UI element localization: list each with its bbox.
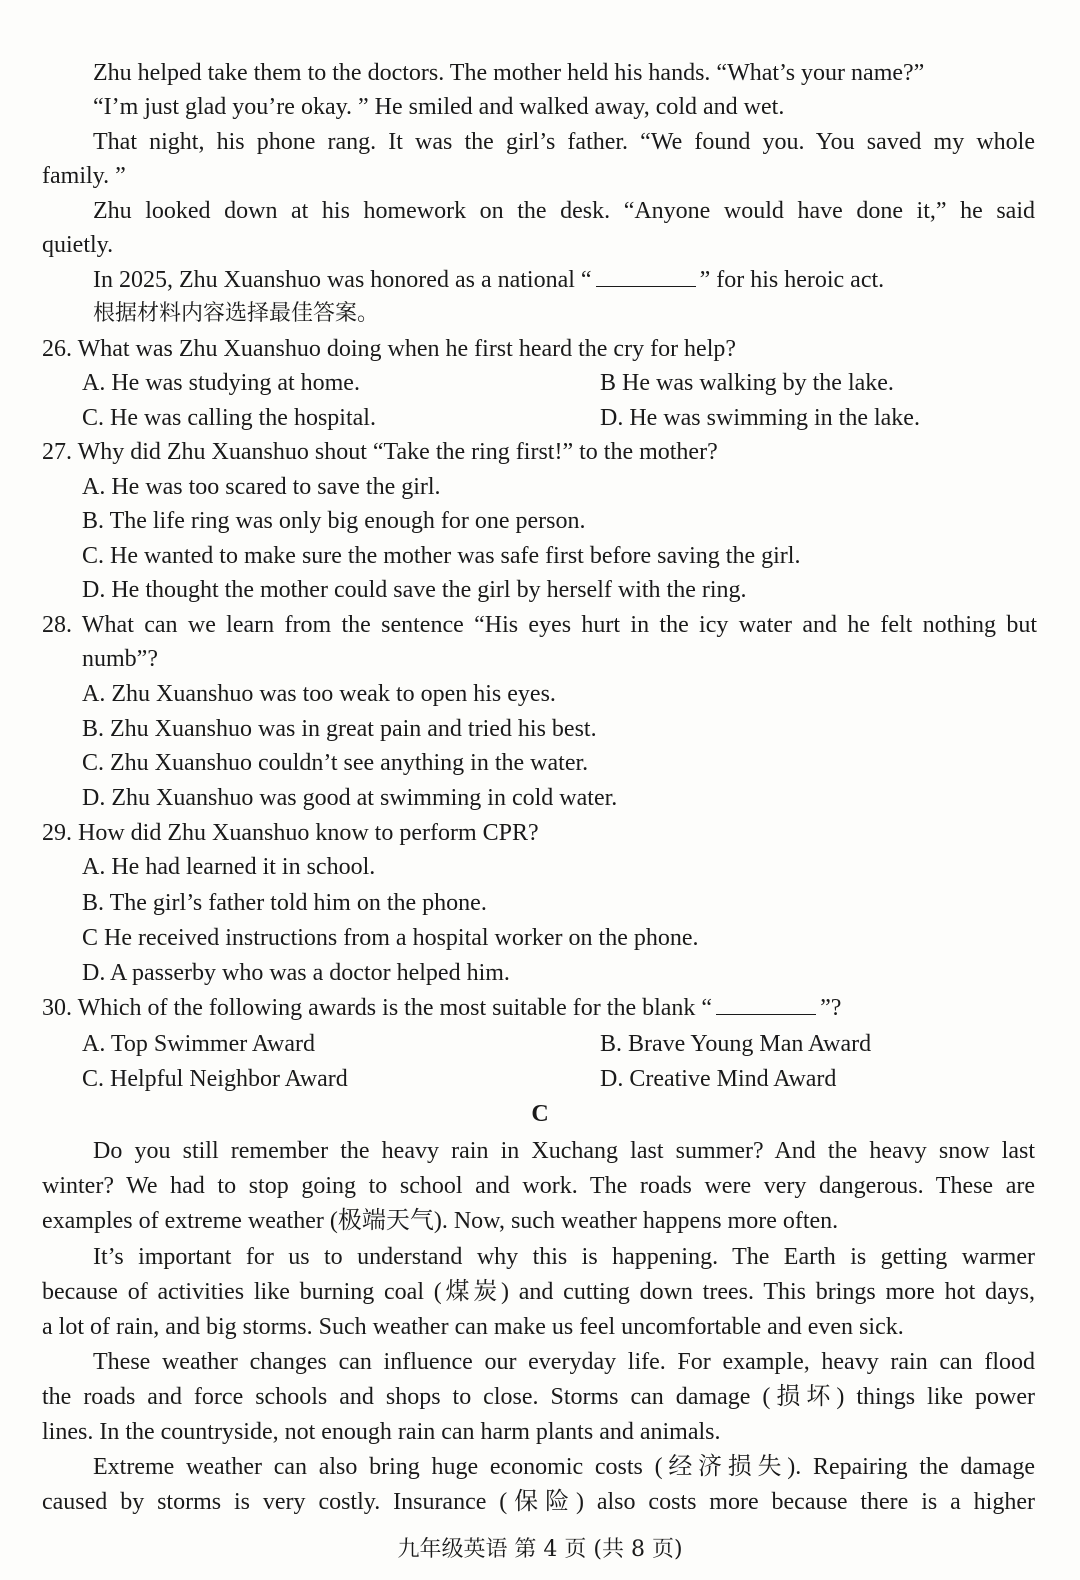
passage-c-line-10: Extreme weather can also bring huge economic costs (经济损失). Repairing the damage xyxy=(93,1454,1035,1480)
q27-option-d: D. He thought the mother could save the girl by herself with the ring. xyxy=(82,577,747,603)
q28-option-b: B. Zhu Xuanshuo was in great pain and tried his best. xyxy=(82,716,597,742)
passage-c-line-4: It’s important for us to understand why this is happening. The Earth is getting warmer xyxy=(93,1244,1035,1270)
instruction-line: 根据材料内容选择最佳答案。 xyxy=(93,301,380,326)
q27-option-b: B. The life ring was only big enough for one person. xyxy=(82,508,586,534)
q30-option-a: A. Top Swimmer Award xyxy=(82,1031,315,1057)
q28-option-c: C. Zhu Xuanshuo couldn’t see anything in the water. xyxy=(82,750,589,776)
q30-option-b: B. Brave Young Man Award xyxy=(600,1031,872,1057)
question-29-stem: 29. How did Zhu Xuanshuo know to perform CPR? xyxy=(42,820,539,846)
story-line-2: “I’m just glad you’re okay. ” He smiled and walked away, cold and wet. xyxy=(93,94,785,120)
section-c-heading: C xyxy=(531,1101,549,1127)
q29-option-b: B. The girl’s father told him on the phone. xyxy=(82,890,487,916)
story-line-1: Zhu helped take them to the doctors. The mother held his hands. “What’s your name?” xyxy=(93,60,925,86)
q29-option-c: C He received instructions from a hospital worker on the phone. xyxy=(82,925,699,951)
q26-option-b: B He was walking by the lake. xyxy=(600,370,894,396)
question-30-stem xyxy=(42,991,841,1025)
q28-option-a: A. Zhu Xuanshuo was too weak to open his eyes. xyxy=(82,681,556,707)
honor-sentence-start: In 2025, Zhu Xuanshuo was honored as a national “ xyxy=(93,267,592,293)
question-28-stem-cont: numb”? xyxy=(82,646,158,672)
q26-option-c: C. He was calling the hospital. xyxy=(82,405,376,431)
passage-c-line-1: Do you still remember the heavy rain in Xuchang last summer? And the heavy snow last xyxy=(93,1138,1035,1164)
question-27-stem: 27. Why did Zhu Xuanshuo shout “Take the ring first!” to the mother? xyxy=(42,439,718,465)
q30-option-c: C. Helpful Neighbor Award xyxy=(82,1066,348,1092)
page-footer: 九年级英语 第 4 页 (共 8 页) xyxy=(397,1537,683,1562)
story-line-4: family. ” xyxy=(42,163,126,189)
passage-c-line-7: These weather changes can influence our everyday life. For example, heavy rain can flood xyxy=(93,1349,1035,1375)
q30-stem-end: ”? xyxy=(820,995,842,1021)
passage-c-line-6: a lot of rain, and big storms. Such weather can make us feel uncomfortable and even sick. xyxy=(42,1314,904,1340)
q30-stem-text: 30. Which of the following awards is the most suitable for the blank “ xyxy=(42,995,713,1021)
q27-option-c: C. He wanted to make sure the mother was safe first before saving the girl. xyxy=(82,543,801,569)
q26-option-d: D. He was swimming in the lake. xyxy=(600,405,920,431)
passage-c-line-11: caused by storms is very costly. Insurance (保险) also costs more because there is a higher xyxy=(42,1489,1035,1515)
passage-c-line-9: lines. In the countryside, not enough rain can harm plants and animals. xyxy=(42,1419,721,1445)
q26-option-a: A. He was studying at home. xyxy=(82,370,360,396)
q30-option-d: D. Creative Mind Award xyxy=(600,1066,837,1092)
story-line-6: quietly. xyxy=(42,232,114,258)
honor-sentence-end: ” for his heroic act. xyxy=(699,267,885,293)
q27-option-a: A. He was too scared to save the girl. xyxy=(82,474,441,500)
passage-c-line-2: winter? We had to stop going to school and work. The roads were very dangerous. These are xyxy=(42,1173,1035,1199)
story-line-7 xyxy=(93,263,884,297)
q28-option-d: D. Zhu Xuanshuo was good at swimming in cold water. xyxy=(82,785,618,811)
answer-blank xyxy=(596,264,696,287)
passage-c-line-5: because of activities like burning coal (煤炭) and cutting down trees. This brings more hot days, xyxy=(42,1279,1035,1305)
question-26-stem: 26. What was Zhu Xuanshuo doing when he first heard the cry for help? xyxy=(42,336,737,362)
q29-option-d: D. A passerby who was a doctor helped him. xyxy=(82,960,510,986)
question-28-stem: 28. What can we learn from the sentence “His eyes hurt in the icy water and he felt nothing but xyxy=(42,612,1037,638)
story-line-5: Zhu looked down at his homework on the desk. “Anyone would have done it,” he said xyxy=(93,198,1035,224)
story-line-3: That night, his phone rang. It was the girl’s father. “We found you. You saved my whole xyxy=(93,129,1035,155)
passage-c-line-8: the roads and force schools and shops to close. Storms can damage (损坏) things like power xyxy=(42,1384,1035,1410)
q29-option-a: A. He had learned it in school. xyxy=(82,854,376,880)
passage-c-line-3: examples of extreme weather (极端天气). Now, such weather happens more often. xyxy=(42,1208,839,1234)
q30-blank xyxy=(716,992,816,1015)
